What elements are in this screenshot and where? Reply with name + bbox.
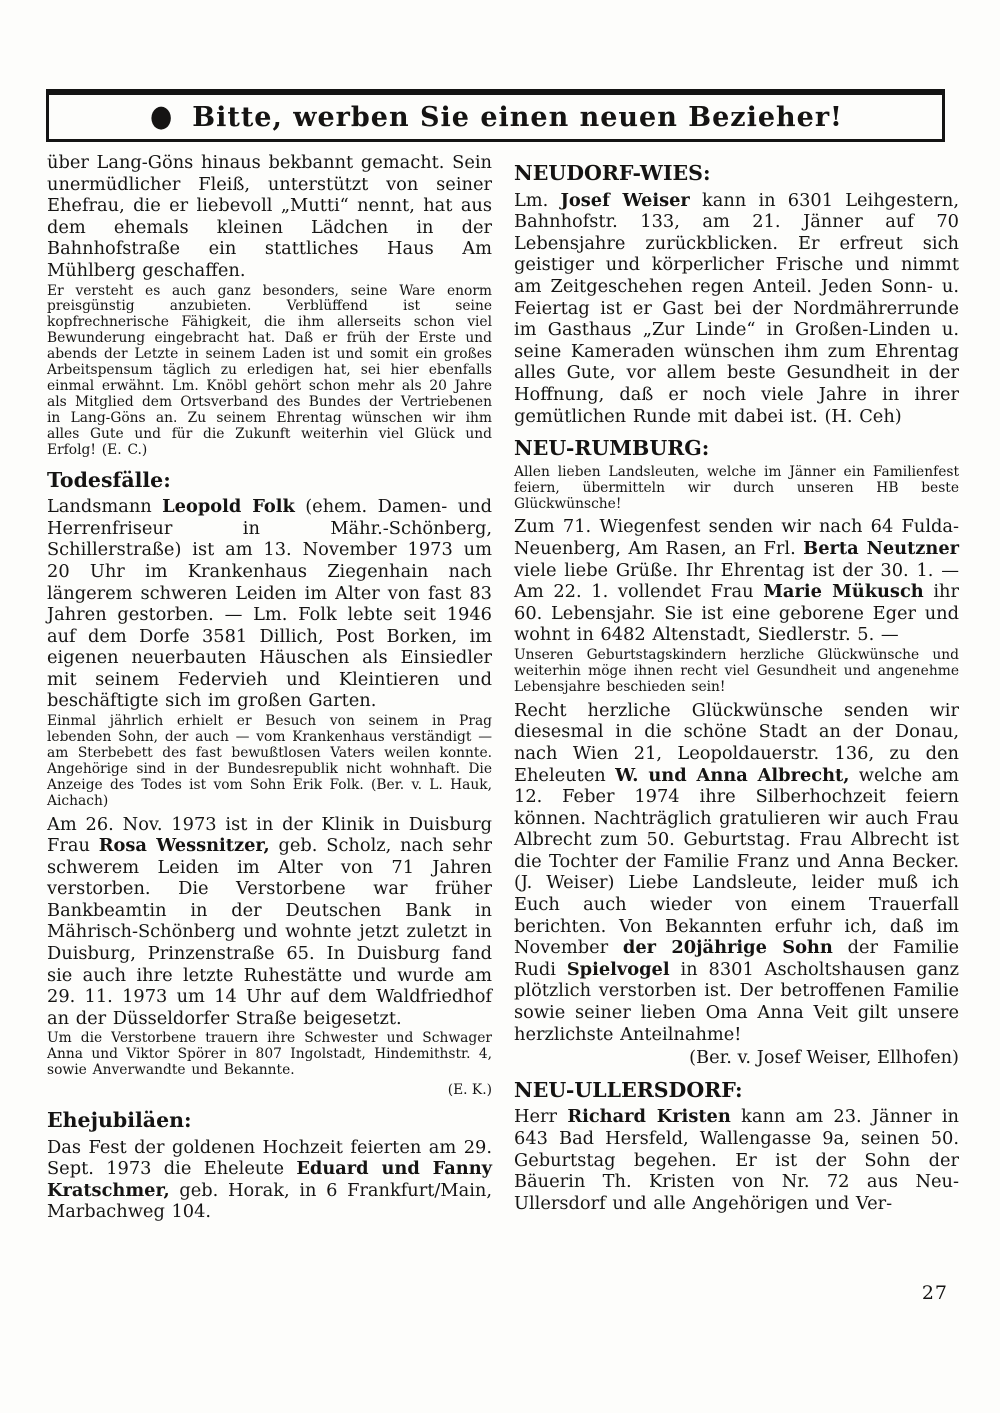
kristen-birthday [514,1106,959,1214]
page-number: 27 [921,1282,948,1304]
body-text: viele liebe Grüße. Ihr Ehrentag ist der 30. 1. — Am 22. 1. vollendet Frau [514,559,959,603]
heading-neu-ullersdorf [514,1078,959,1103]
signature-line: (E. K.) [447,1082,492,1099]
body-text: in 8301 Ascholtshausen ganz plötzlich verstorben ist. Der betroffenen Familie sowie seiner lieben Oma Anna Veit gilt unsere herzlichste Anteilnahme! [514,958,960,1045]
emphasized-text: Josef Weiser [560,189,690,211]
body-text: der Familie Rudi [514,937,959,980]
weiser-birthday [514,190,959,428]
emphasized-text: Eduard und Fanny Kratschmer, [47,1158,492,1201]
emphasized-text: Spielvogel [566,958,670,980]
body-text: geb. Scholz, nach sehr schwerem Leiden im Alter von 71 Jahren verstorben. Die Verstorbene war früher Bankbeamtin in der Deutschen Bank in Mährisch-Schönberg und wohnte jetzt zuletzt in Duisburg, Prinzenstraße 65. In Duisburg fand sie auch ihre letzte Ruhestätte und wurde am 29. 11. 1973 um 14 Uhr auf dem Waldfriedhof an der Düsseldorfer Straße beigesetzt. [47,835,492,1029]
folk-obituary [47,496,492,712]
emphasized-text: Marie Mükusch [763,581,924,603]
rumburg-intro-note [514,465,959,513]
wessnitzer-note [47,1031,492,1079]
body-text: Lm. [514,189,561,211]
emphasized-text: Berta Neutzner [803,538,959,560]
knoebl-note [47,284,492,459]
heading-neudorf-wies [514,161,959,186]
article-columns [47,152,958,1225]
left-column [47,152,492,1225]
emphasized-text: Leopold Folk [162,496,295,518]
emphasized-text: der 20jährige Sohn [622,937,833,959]
heading-todesfaelle [47,468,492,493]
neutzner-muekusch-birthdays [514,516,959,646]
body-text: Das Fest der goldenen Hochzeit feierten am 29. Sept. 1973 die Eheleute [47,1136,492,1180]
body-text: Um die Verstorbene trauern ihre Schwester und Schwager Anna und Viktor Spörer in 807 Ingolstadt, Hindemithstr. 4, sowie Anverwandte und Bekannte. [47,1030,492,1079]
emphasized-text: Rosa Wessnitzer, [98,835,270,857]
emphasized-text: Ehejubiläen: [47,1108,192,1133]
heading-ehejubilaeen [47,1108,492,1133]
emphasized-text: NEU-RUMBURG: [514,436,710,461]
emphasized-text: Richard Kristen [567,1106,731,1128]
heading-neu-rumburg [514,436,959,461]
knoebl-article-continuation [47,152,492,282]
emphasized-text: W. und Anna Albrecht, [615,764,850,786]
wessnitzer-obituary [47,814,492,1030]
body-text: Unseren Geburtstagskindern herzliche Glückwünsche und weiterhin möge ihnen recht viel Gesundheit und angenehme Lebensjahre beschieden sein! [514,647,959,695]
body-text: geb. Horak, in 6 Frankfurt/Main, Marbachweg 104. [47,1179,492,1223]
right-column [514,152,959,1225]
bullet-icon: ● [150,99,173,134]
body-text: Er versteht es auch ganz besonders, seine Ware enorm preisgünstig anzubieten. Verblüffend ist seine kopfrechnerische Fähigkeit, die ihm allerseits schon viel Bewunderung eingebracht hat. Daß er früh der Erste und abends der Letzte in seinem Laden ist und somit ein großes Arbeitspensum täglich zu erledigen hat, sei hier ebenfalls einmal erwähnt. Lm. Knöbl gehört schon mehr als 20 Jahre als Mitglied dem Ortsverband des Bundes der Vertriebenen in Lang-Göns an. Zu seinem Ehrentag wünschen wir ihm alles Gute und für die Zukunft weiterhin viel Glück und Erfolg! (E. C.) [47,282,492,458]
body-text: kann am 23. Jänner in 643 Bad Hersfeld, Wallengasse 9a, seinen 50. Geburtstag begehen. Er ist der Sohn der Bäuerin Th. Kristen von Nr. 72 aus Neu-Ullersdorf und alle Angehörigen und Ver- [514,1106,960,1214]
emphasized-text: NEUDORF-WIES: [514,161,711,185]
body-text: Allen lieben Landsleuten, welche im Jänner ein Familienfest feiern, übermitteln wir durch unseren HB beste Glückwünsche! [514,463,959,512]
body-text: Am 26. Nov. 1973 ist in der Klinik in Duisburg Frau [47,813,492,857]
signature-line: (Ber. v. Josef Weiser, Ellhofen) [689,1047,959,1069]
albrecht-anniversary-and-trauerfall [514,700,959,1046]
promo-banner [46,89,945,142]
emphasized-text: NEU-ULLERSDORF: [514,1077,743,1102]
kratschmer-anniversary [47,1137,492,1223]
body-text: welche am 12. Feber 1974 ihre Silberhochzeit feiern können. Nachträglich gratulieren wir auch Frau Albrecht zum 50. Geburtstag. Frau Albrecht ist die Tochter der Familie Franz und Anna Becker. (J. Weiser) Liebe Landsleute, leider muß ich Euch auch wieder von einem Trauerfall berichten. Von Bekannten erfuhr ich, daß im November [514,764,959,959]
body-text: Einmal jährlich erhielt er Besuch von seinem in Prag lebenden Sohn, der auch — vom Krankenhaus verständigt — am Sterbebett des fast bewußtlosen Vaters weilen konnte. Angehörige sind in der Bundesrepublik nicht wohnhaft. Die Anzeige des Todes ist vom Sohn Erik Folk. (Ber. v. L. Hauk, Aichach) [47,713,492,809]
body-text: (ehem. Damen- und Herrenfriseur in Mähr.-Schönberg, Schillerstraße) ist am 13. November 1973 um 20 Uhr im Krankenhaus Ziegenhain nach längerem schweren Leiden im Alter von fast 83 Jahren gestorben. — Lm. Folk lebte seit 1946 auf dem Dorfe 3581 Dillich, Post Borken, im eigenen neuerbauten Häuschen als Einsiedler mit seinem Federvieh und Kleintieren und beschäftigte sich im großen Garten. [47,496,492,712]
body-text: kann in 6301 Leihgestern, Bahnhofstr. 133, am 21. Jänner auf 70 Lebensjahre zurückblicken. Er erfreut sich geistiger und körperlicher Frische und nimmt am Zeitgeschehen regen Anteil. Jeden Sonn- u. Feiertag ist er Gast bei der Nordmährerrunde im Gasthaus „Zur Linde“ in Großen-Linden u. seine Kameraden wünschen ihm zum Ehrentag alles Gute, vor allem beste Gesundheit in der Hoffnung, daß er noch viele Jahre in ihrer gemütlichen Runde mit dabei ist. (H. Ceh) [514,189,959,427]
promo-banner-text: Bitte, werben Sie einen neuen Bezieher! [192,101,843,133]
body-text: über Lang-Göns hinaus bekbannt gemacht. Sein unermüdlicher Fleiß, unterstützt von seiner Ehefrau, die er liebevoll „Mutti“ nennt, hat aus dem ehemals kleinen Lädchen in der Bahnhofstraße ein stattliches Haus Am Mühlberg geschaffen. [47,152,492,281]
rumburg-wishes-note [514,648,959,696]
emphasized-text: Todesfälle: [47,467,171,492]
body-text: Recht herzliche Glückwünsche senden wir diesesmal in die schöne Stadt an der Donau, nach Wien 21, Leopoldauerstr. 136, zu den Eheleuten [514,699,959,786]
body-text: Landsmann [47,496,163,518]
body-text: Zum 71. Wiegenfest senden wir nach 64 Fulda-Neuenberg, Am Rasen, an Frl. [514,516,959,560]
body-text: ihr 60. Lebensjahr. Sie ist eine geborene Eger und wohnt in 6482 Altenstadt, Siedlerstr. 5. — [514,581,959,646]
body-text: Herr [514,1106,568,1128]
folk-note [47,714,492,809]
